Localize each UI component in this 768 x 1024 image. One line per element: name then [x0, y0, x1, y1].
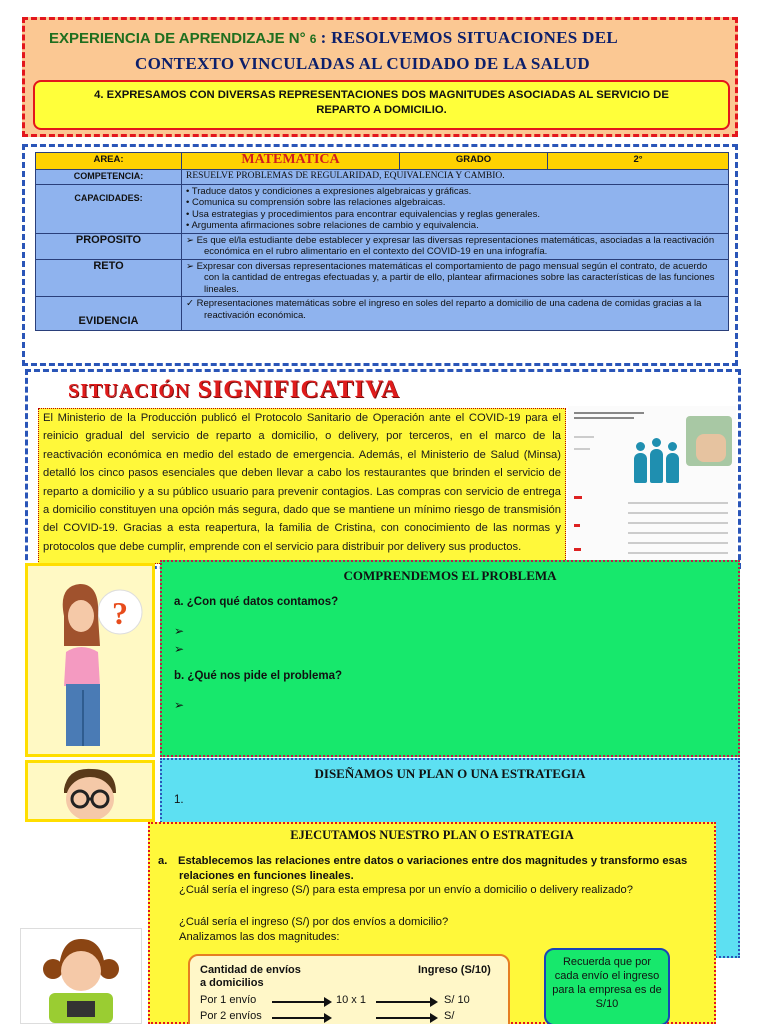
boy-with-glasses-illustration — [25, 760, 155, 822]
evidencia-value: ✓ Representaciones matemáticas sobre el ingreso en soles del reparto a domicilio de una cadena de comidas gracias a la reactivación económica. — [186, 298, 702, 321]
answer-bullet: ➢ — [174, 642, 185, 656]
magnitudes-box — [188, 954, 510, 1024]
ejecutamos-section — [148, 822, 716, 1024]
capacidades-label: CAPACIDADES: — [36, 184, 182, 233]
area-label: AREA: — [36, 153, 182, 170]
step-a — [158, 854, 703, 884]
reto-label: RETO — [36, 259, 182, 297]
girl-with-tablet-illustration — [20, 928, 142, 1024]
competencia-row — [36, 170, 729, 185]
disenamos-title: DISEÑAMOS UN PLAN O UNA ESTRATEGIA — [314, 766, 586, 781]
arrow-icon — [376, 1001, 436, 1003]
grado-value: 2° — [548, 153, 729, 170]
area-row — [36, 153, 729, 170]
ejecutamos-title: EJECUTAMOS NUESTRO PLAN O ESTRATEGIA — [290, 828, 574, 842]
step-a-text: Establecemos las relaciones entre datos o variaciones entre dos magnitudes y transformo esas — [178, 855, 688, 867]
plan-item-1: 1. — [174, 794, 184, 806]
proposito-row — [36, 233, 729, 259]
svg-text:?: ? — [112, 595, 128, 631]
question-b: b. ¿Qué nos pide el problema? — [174, 670, 343, 682]
reminder-note: Recuerda que por cada envío el ingreso para la empresa es de S/10 — [544, 948, 670, 1024]
situacion-text: El Ministerio de la Producción publicó el Protocolo Sanitario de Operación ante el COVID-19 para el reinicio gradual del servicio de reparto a domicilio, o delivery, por terceros, en el marco de la reactivación económica en medio del estado de emergencia. Además, el Ministerio de Salud (Minsa) detalló los cinco pasos esenciales que deben llevar a cabo los restaurantes que brinden el servicio de reparto a domicilio y a su público usuario para prevenir contagios. Las compras con servicio de entrega a domicilio constituyen una opción más segura, dado que se mantiene un mínimo riesgo de transmisión del COVID-19. Gracias a esta reapertura, la familia de Cristina, con conocimiento de las normas y protocolos que debe cumplir, emprende con el servicio para distribuir por delivery sus productos. — [38, 408, 566, 564]
capacidad-item: • Usa estrategias y procedimientos para encontrar equivalencias y reglas generales. — [186, 208, 540, 220]
row1-label: Por 1 envío — [200, 994, 257, 1006]
capacidad-item: • Comunica su comprensión sobre las relaciones algebraicas. — [186, 197, 446, 208]
girl-tablet-icon — [21, 929, 141, 1023]
experience-title-part2: CONTEXTO VINCULADAS AL CUIDADO DE LA SALUD — [135, 54, 591, 73]
question-a: a. ¿Con qué datos contamos? — [174, 596, 339, 608]
capacidad-item: • Argumenta afirmaciones sobre relaciones de cambio y equivalencia. — [186, 220, 479, 231]
info-table — [35, 152, 729, 331]
experience-label: EXPERIENCIA DE APRENDIZAJE N° — [49, 30, 306, 47]
step-a-letter: a. — [158, 855, 168, 867]
area-value: MATEMATICA — [241, 152, 340, 167]
question-one-delivery: ¿Cuál sería el ingreso (S/) para esta empresa por un envío a domicilio o delivery realizado? — [179, 884, 633, 896]
col-ingreso-header: Ingreso (S/10) — [418, 964, 491, 976]
capacidades-list — [182, 184, 729, 233]
reto-row — [36, 259, 729, 297]
reto-value: ➢ Expresar con diversas representaciones matemáticas el comportamiento de pago mensual según el contrato, de acuerdo con la cantidad de entregas efectuadas y, a partir de ello, plantear afirmaciones sobre las características de las funciones lineales. — [186, 260, 715, 295]
situacion-title: SITUACIÓN SIGNIFICATIVA — [68, 376, 401, 403]
question-two-deliveries: ¿Cuál sería el ingreso (S/) por dos envíos a domicilio? — [179, 916, 449, 928]
row2-label: Por 2 envíos — [200, 1010, 262, 1022]
header-title-line1 — [49, 28, 618, 48]
proposito-label: PROPOSITO — [36, 233, 182, 259]
row2-result: S/ — [444, 1010, 455, 1022]
situacion-section — [25, 369, 741, 569]
capacidades-row — [36, 184, 729, 233]
arrow-icon — [376, 1017, 436, 1019]
experience-title-part1: : RESOLVEMOS SITUACIONES DEL — [320, 28, 618, 47]
experience-number: 6 — [309, 32, 317, 46]
header-banner — [22, 17, 738, 137]
analysis-label: Analizamos las dos magnitudes: — [179, 931, 340, 943]
boy-face-icon — [28, 763, 152, 822]
woman-question-icon — [28, 566, 152, 754]
infographic-image — [568, 406, 736, 566]
competencia-value: RESUELVE PROBLEMAS DE REGULARIDAD, EQUIVALENCIA Y CAMBIO. — [182, 170, 729, 185]
row1-operation: 10 x 1 — [336, 994, 366, 1006]
col-envios-header: Cantidad de envíos a domicilios — [200, 964, 301, 989]
answer-bullet: ➢ — [174, 624, 185, 638]
evidencia-row — [36, 297, 729, 331]
arrow-icon — [272, 1017, 330, 1019]
proposito-value: ➢ Es que el/la estudiante debe establecer y expresar las diversas representaciones matemáticas, asociadas a la reactivación económica en el rubro alimentario en el contexto del COVID-19 en una infografía. — [186, 234, 715, 257]
row1-result: S/ 10 — [444, 994, 470, 1006]
thinking-woman-illustration — [25, 563, 155, 757]
comprendemos-section — [160, 560, 740, 757]
comprendemos-title: COMPRENDEMOS EL PROBLEMA — [343, 568, 557, 583]
capacidad-item: • Traduce datos y condiciones a expresiones algebraicas y gráficas. — [186, 185, 472, 197]
answer-bullet: ➢ — [174, 698, 185, 712]
evidencia-label: EVIDENCIA — [36, 297, 182, 331]
info-table-wrapper — [22, 144, 738, 366]
grado-label: GRADO — [400, 153, 548, 170]
activity-subtitle: 4. EXPRESAMOS CON DIVERSAS REPRESENTACIONES DOS MAGNITUDES ASOCIADAS AL SERVICIO DE REPARTO A DOMICILIO. — [33, 80, 730, 130]
arrow-icon — [272, 1001, 330, 1003]
step-a-text-cont: relaciones en funciones lineales. — [179, 870, 354, 882]
competencia-label: COMPETENCIA: — [36, 170, 182, 185]
